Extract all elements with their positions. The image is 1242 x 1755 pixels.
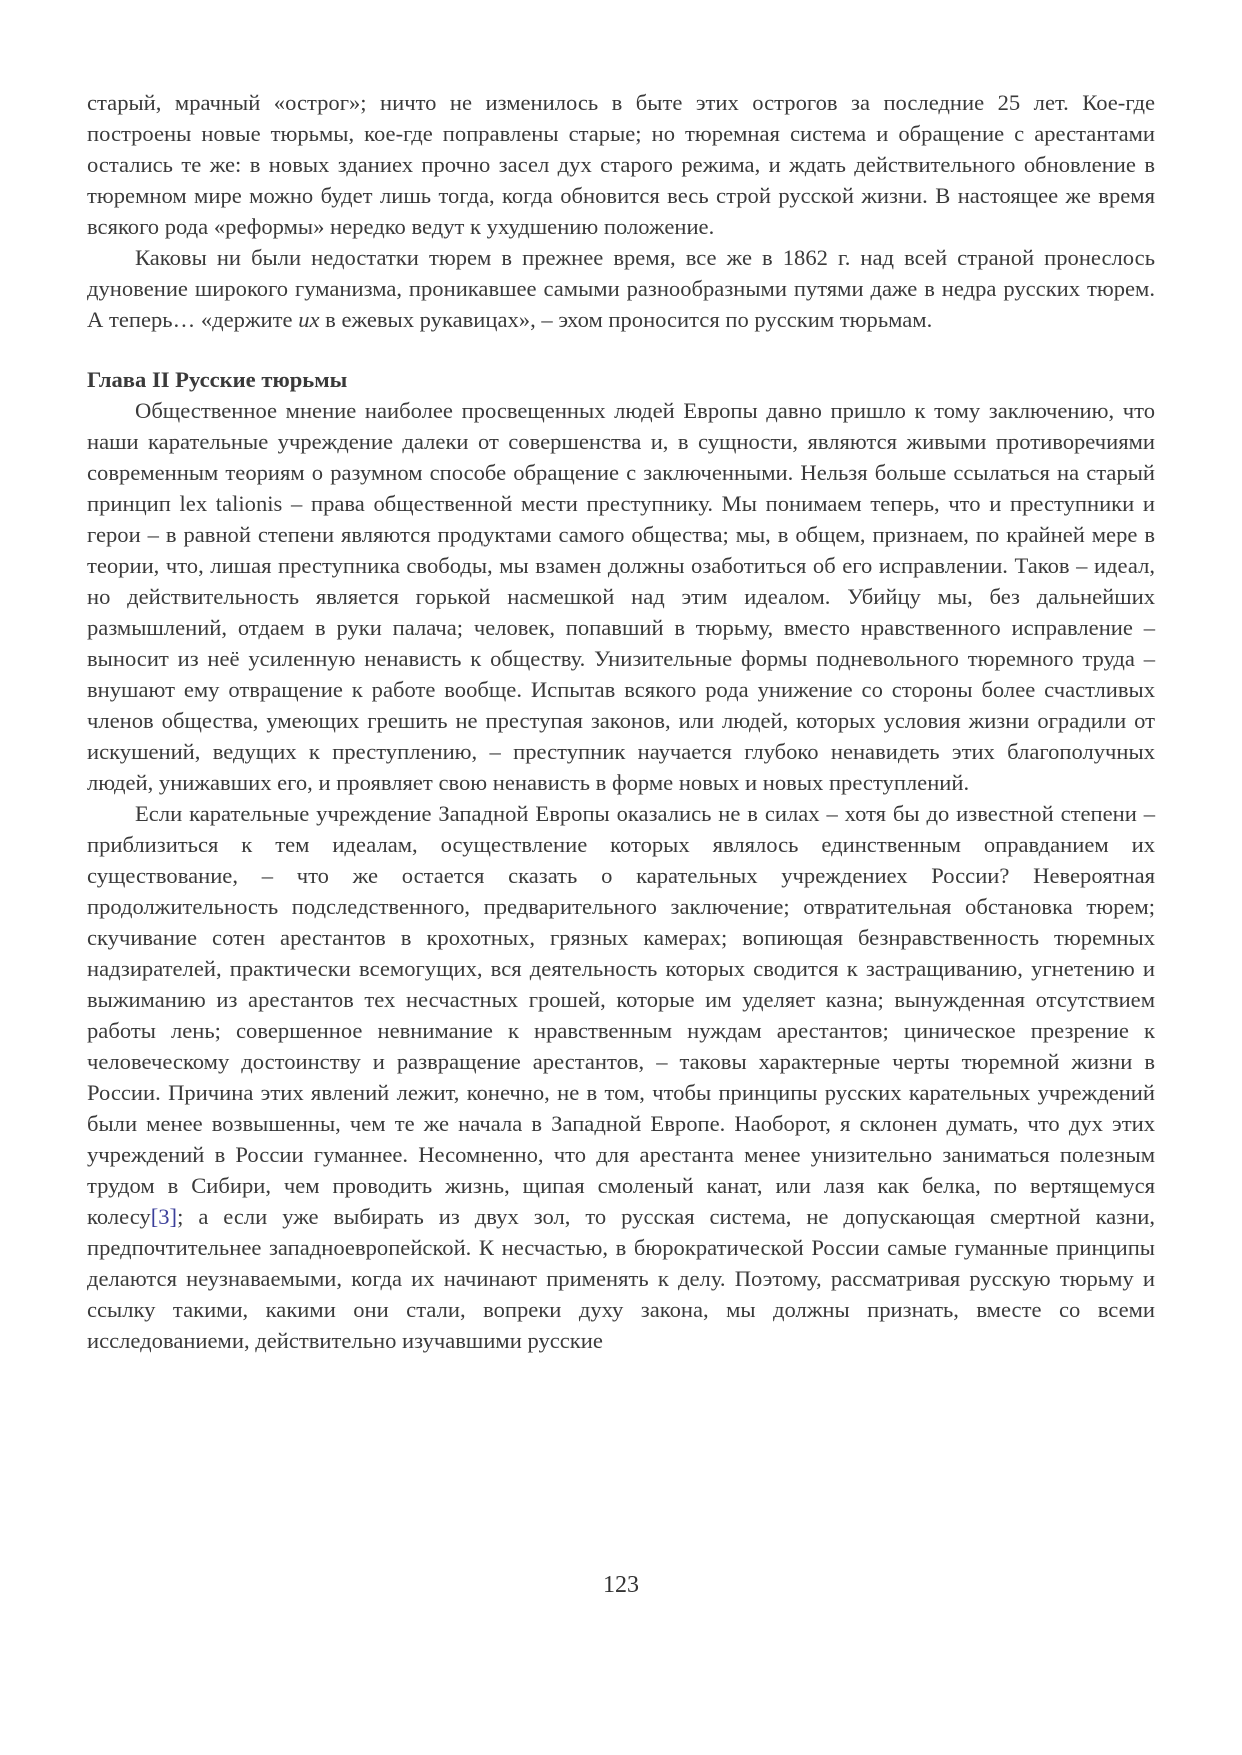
paragraph-2-italic: их <box>298 307 320 332</box>
paragraph-4 <box>87 798 1155 1356</box>
paragraph-1: старый, мрачный «острог»; ничто не изменилось в быте этих острогов за последние 25 лет. Кое-где построены новые тюрьмы, кое-где поправлены старые; но тюремная система и обращение с арестантами остались те же: в новых зданиех прочно засел дух старого режима, и ждать действительного обновление в тюремном мире можно будет лишь тогда, когда обновится весь строй русской жизни. В настоящее же время всякого рода «реформы» нередко ведут к ухудшению положение. <box>87 90 1155 239</box>
paragraph-3: Общественное мнение наиболее просвещенных людей Европы давно пришло к тому заключению, что наши карательные учреждение далеки от совершенства и, в сущности, являются живыми противоречиями современным теориям о разумном способе обращение с заключенными. Нельзя больше ссылаться на старый принцип lex talionis – права общественной мести преступнику. Мы понимаем теперь, что и преступники и герои – в равной степени являются продуктами самого общества; мы, в общем, признаем, по крайней мере в теории, что, лишая преступника свободы, мы взамен должны озаботиться об его исправлении. Таков – идеал, но действительность является горькой насмешкой над этим идеалом. Убийцу мы, без дальнейших размышлений, отдаем в руки палача; человек, попавший в тюрьму, вместо нравственного исправление – выносит из неё усиленную ненависть к обществу. Унизительные формы подневольного тюремного труда – внушают ему отвращение к работе вообще. Испытав всякого рода унижение со стороны более счастливых членов общества, умеющих грешить не преступая законов, или людей, которых условия жизни оградили от искушений, ведущих к преступлению, – преступник научается глубоко ненавидеть этих благополучных людей, унижавших его, и проявляет свою ненависть в форме новых и новых преступлений. <box>87 398 1155 795</box>
paragraph-2-text-a: Каковы ни были недостатки тюрем в прежнее время, все же в 1862 г. над всей страной пронеслось дуновение широкого гуманизма, проникавшее самыми разнообразными путями даже в недра русских тюрем. А теперь… «держите <box>87 245 1155 332</box>
footnote-link[interactable]: [3] <box>150 1204 178 1229</box>
chapter-heading: Глава II Русские тюрьмы <box>87 367 348 392</box>
section-spacer <box>87 335 1155 364</box>
paragraph-4-text-b: ; а если уже выбирать из двух зол, то русская система, не допускающая смертной казни, предпочтительнее западноевропейской. К несчастью, в бюрократической России самые гуманные принципы делаются неузнаваемыми, когда их начинают применять к делу. Поэтому, рассматривая русскую тюрьму и ссылку такими, какими они стали, вопреки духу закона, мы должны признать, вместе со всеми исследованиеми, действительно изучавшими русские <box>87 1204 1155 1353</box>
page-number: 123 <box>603 1572 639 1598</box>
paragraph-4-text-a: Если карательные учреждение Западной Европы оказались не в силах – хотя бы до известной степени – приблизиться к тем идеалам, осуществление которых являлось единственным оправданием их существование, – что же остается сказать о карательных учреждениех России? Невероятная продолжительность подследственного, предварительного заключение; отвратительная обстановка тюрем; скучивание сотен арестантов в крохотных, грязных камерах; вопиющая безнравственность тюремных надзирателей, практически всемогущих, вся деятельность которых сводится к застращиванию, угнетению и выжиманию из арестантов тех несчастных грошей, которые им уделяет казна; вынужденная отсутствием работы лень; совершенное невнимание к нравственным нуждам арестантов; циническое презрение к человеческому достоинству и развращение арестантов, – таковы характерные черты тюремной жизни в России. Причина этих явлений лежит, конечно, не в том, чтобы принципы русских карательных учреждений были менее возвышенны, чем те же начала в Западной Европе. Наоборот, я склонен думать, что дух этих учреждений в России гуманнее. Несомненно, что для арестанта менее унизительно заниматься полезным трудом в Сибири, чем проводить жизнь, щипая смоленый канат, или лазя как белка, по вертящемуся колесу <box>87 801 1155 1229</box>
paragraph-2-text-b: в ежевых рукавицах», – эхом проносится по русским тюрьмам. <box>319 307 933 332</box>
main-text <box>87 87 1155 1356</box>
paragraph-2 <box>87 242 1155 335</box>
